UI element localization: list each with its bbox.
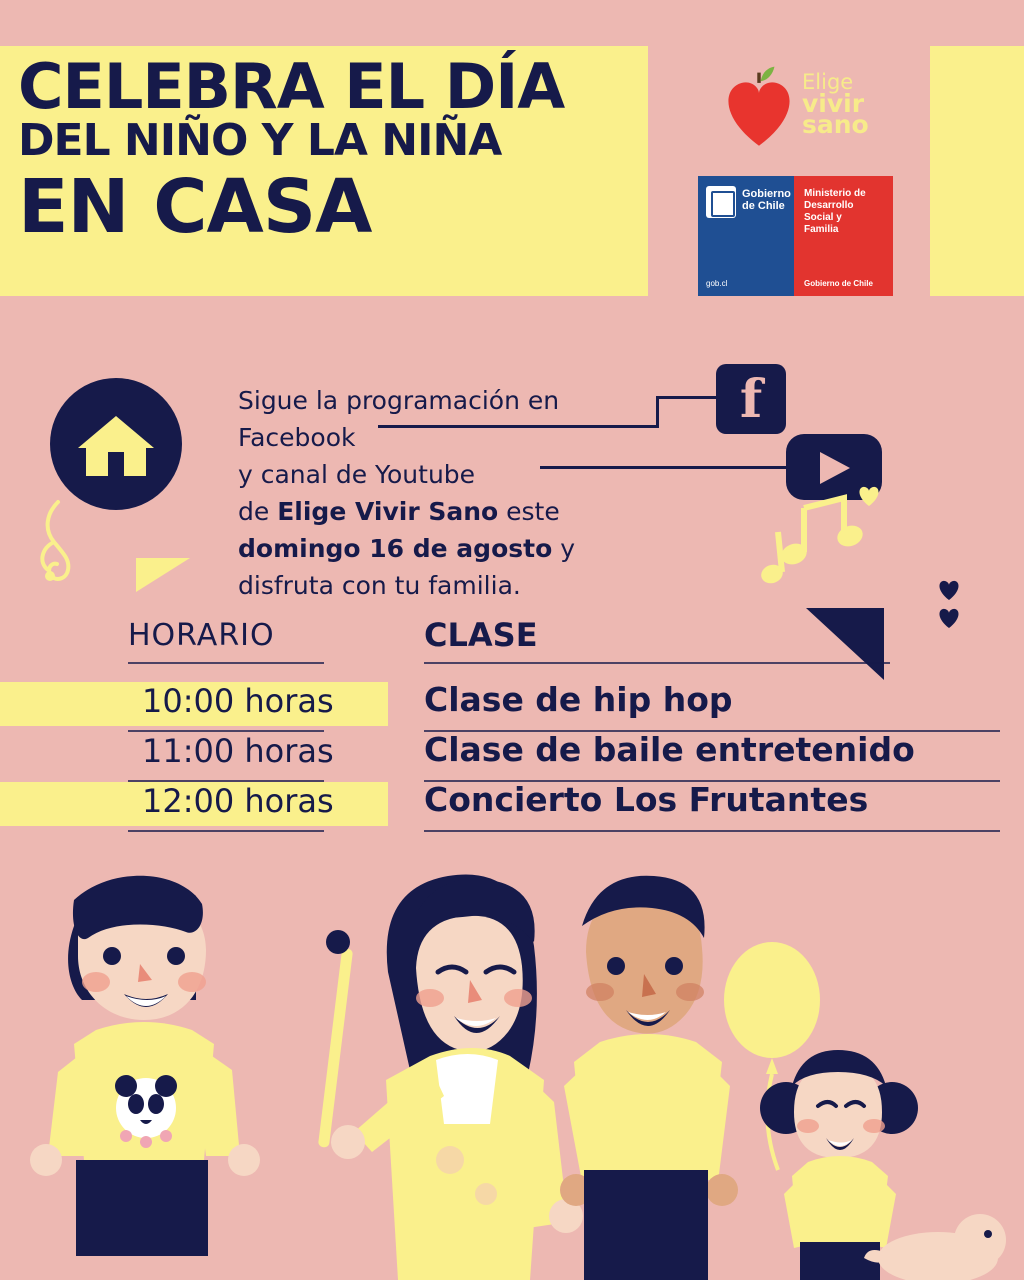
heart-icon-2 (936, 576, 962, 602)
evs-word-elige: Elige (802, 70, 854, 94)
para-line-4-post: este (498, 497, 560, 526)
gobierno-de-chile-logo (698, 176, 893, 296)
row-time: 11:00 horas (142, 732, 334, 770)
yellow-triangle-decoration (136, 558, 190, 592)
para-brand-name: Elige Vivir Sano (277, 497, 499, 526)
row-class: Clase de baile entretenido (424, 730, 915, 769)
elige-vivir-sano-logo (716, 48, 896, 158)
youtube-connector-line (540, 466, 788, 469)
ministerio-name (804, 188, 866, 236)
illustration-girl (724, 942, 918, 1280)
para-line-1: Sigue la programación en (238, 386, 560, 415)
schedule-header-rule-left (128, 662, 324, 664)
gobierno-url: gob.cl (706, 279, 728, 288)
title-line-3: EN CASA (18, 164, 372, 250)
row-rule-right (424, 830, 1000, 832)
illustration-boy (30, 876, 260, 1256)
house-icon (50, 378, 182, 510)
gobierno-name-line1: Gobierno (742, 188, 791, 200)
para-line-5-post: y (552, 534, 576, 563)
escudo-icon (706, 186, 736, 218)
table-row (0, 732, 1024, 780)
para-event-date: domingo 16 de agosto (238, 534, 553, 563)
heart-apple-icon (716, 64, 802, 150)
illustration-woman (318, 874, 583, 1280)
family-illustration (0, 860, 1024, 1280)
schedule-header-rule-right (424, 662, 890, 664)
para-line-4-pre: de (238, 497, 278, 526)
row-class: Concierto Los Frutantes (424, 780, 869, 819)
schedule-header-time: HORARIO (128, 618, 275, 653)
gobierno-name (742, 188, 791, 212)
facebook-icon-glyph[interactable]: f (739, 369, 763, 430)
schedule-header-row (0, 616, 1024, 668)
youtube-play-triangle-icon[interactable] (820, 452, 850, 484)
page-title (18, 46, 678, 296)
row-class: Clase de hip hop (424, 680, 733, 719)
row-rule-left (128, 830, 324, 832)
ministerio-line3: Social y (804, 212, 842, 223)
evs-word-vivir: vivir (802, 89, 865, 118)
table-row (0, 782, 1024, 830)
para-line-3: y canal de Youtube (238, 460, 476, 489)
gobierno-block (698, 176, 794, 296)
table-row (0, 682, 1024, 730)
title-band-accent (930, 46, 1024, 296)
treble-clef-icon (24, 496, 94, 586)
title-line-1: CELEBRA EL DÍA (18, 50, 565, 123)
ministerio-footer: Gobierno de Chile (804, 279, 873, 288)
facebook-connector-line (378, 425, 658, 428)
row-time: 12:00 horas (142, 782, 334, 820)
illustration-man (560, 876, 738, 1280)
row-time: 10:00 horas (142, 682, 334, 720)
ministerio-line4: Familia (804, 224, 839, 235)
para-line-2: Facebook (238, 423, 356, 452)
evs-word-sano: sano (802, 110, 869, 139)
ministerio-block (794, 176, 893, 296)
ministerio-line2: Desarrollo (804, 200, 854, 211)
gobierno-name-line2: de Chile (742, 200, 785, 212)
ministerio-line1: Ministerio de (804, 188, 866, 199)
elige-vivir-sano-wordmark (802, 70, 869, 139)
description-paragraph (238, 382, 658, 604)
title-line-2: DEL NIÑO Y LA NIÑA (18, 115, 502, 166)
facebook-connector-elbow-h (656, 396, 718, 399)
facebook-connector-elbow-v (656, 398, 659, 428)
para-line-6: disfruta con tu familia. (238, 571, 521, 600)
heart-icon-1 (856, 482, 882, 508)
schedule-header-class: CLASE (424, 616, 538, 654)
